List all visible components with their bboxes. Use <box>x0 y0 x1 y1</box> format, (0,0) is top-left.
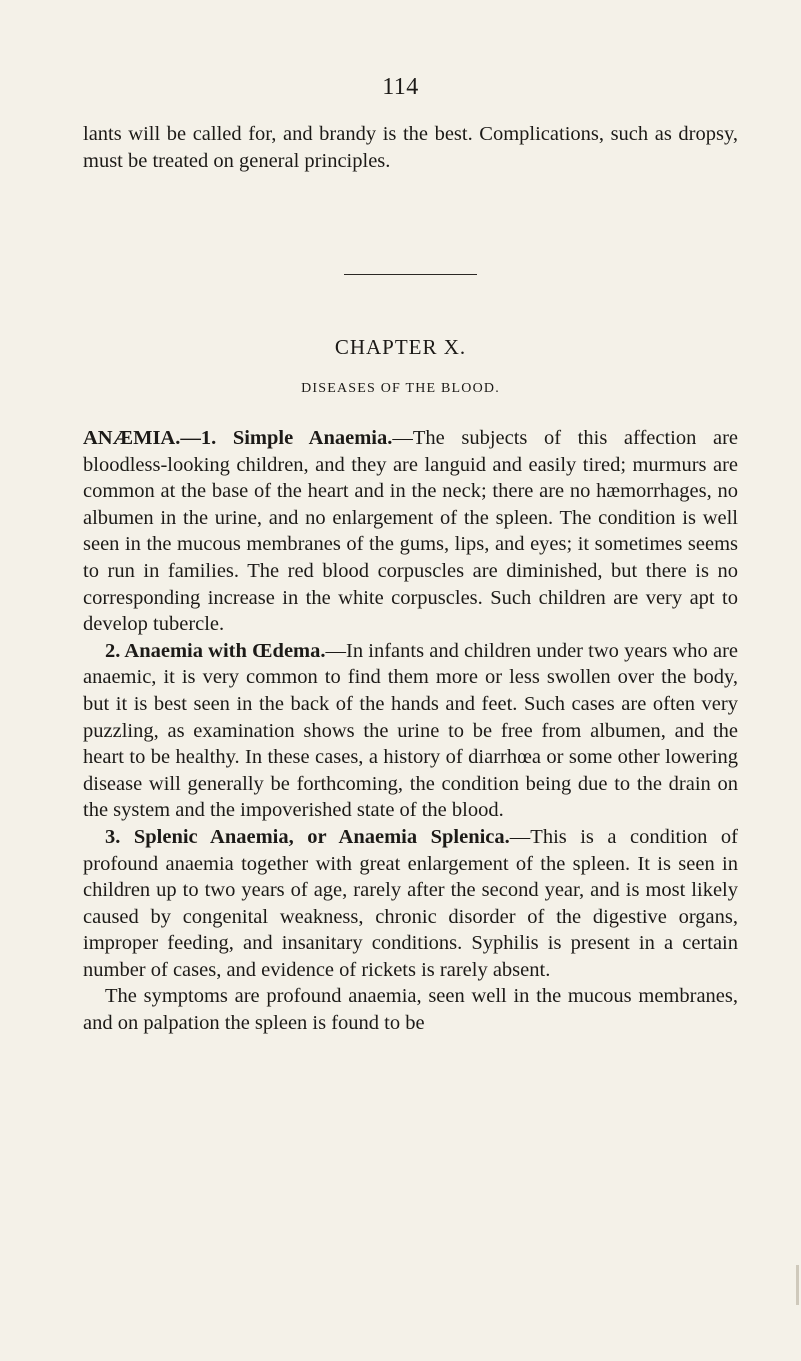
intro-paragraph-block <box>83 121 738 174</box>
section-heading: 2. Anaemia with Œdema. <box>105 639 326 662</box>
chapter-subtitle: DISEASES OF THE BLOOD. <box>301 381 500 396</box>
section-anaemia-with-oedema <box>83 638 738 824</box>
section-text: —The subjects of this affection are bloodless-looking children, and they are languid and easily tired; murmurs are common at the base of the heart and in the neck; there are no hæmorrhages, no albumen in the urine, and no enlargement of the spleen. The condition is well seen in the mucous membranes of the gums, lips, and eyes; it sometimes seems to run in families. The red blood corpuscles are diminished, but there is no corresponding increase in the white corpuscles. Such children are very apt to develop tubercle. <box>83 427 738 636</box>
section-heading: 3. Splenic Anaemia, or Anaemia Splenica. <box>105 825 510 848</box>
chapter-body <box>83 425 738 1037</box>
section-divider <box>344 274 477 275</box>
section-heading: ANÆMIA.—1. Simple Anaemia. <box>83 427 393 449</box>
section-text: —This is a condition of profound anaemia together with great enlargement of the spleen. It is seen in children up to two years of age, rarely after the second year, and is most likely caused by congenital weakness, chronic disorder of the digestive organs, improper feeding, and insanitary conditions. Syphilis is present in a certain number of cases, and evidence of rickets is rarely absent. <box>83 825 738 981</box>
page-edge-mark <box>796 1265 799 1305</box>
section-text: —In infants and children under two years who are anaemic, it is very common to find them more or less swollen over the body, but it is best seen in the back of the hands and feet. Such cases are often very puzzling, as examination shows the urine to be free from albumen, and the heart to be healthy. In these cases, a history of diarrhœa or some other lowering disease will generally be forthcoming, the condition being due to the drain on the system and the impoverished state of the blood. <box>83 639 738 822</box>
chapter-title: CHAPTER X. <box>334 335 467 359</box>
final-paragraph: The symptoms are profound anaemia, seen well in the mucous membranes, and on palpation the spleen is found to be <box>83 985 738 1035</box>
intro-paragraph: lants will be called for, and brandy is the best. Complications, such as dropsy, must be treated on general principles. <box>83 123 738 172</box>
section-splenic-anaemia <box>83 824 738 984</box>
page-number: 114 <box>382 74 419 100</box>
section-simple-anaemia <box>83 425 738 638</box>
